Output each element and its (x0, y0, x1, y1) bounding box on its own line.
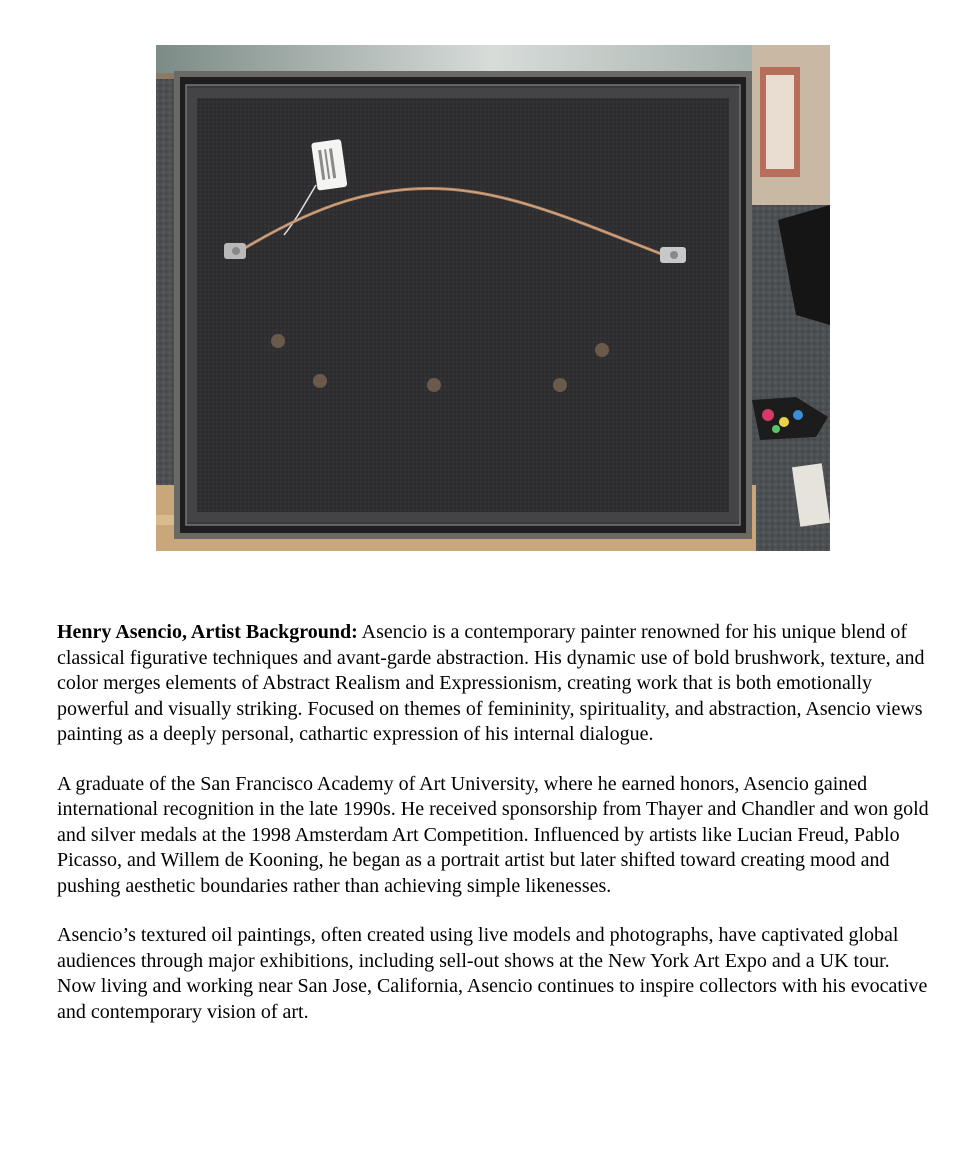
paragraph-body: Asencio’s textured oil paintings, often created using live models and photographs, have captivated global audiences through major exhibitions, including sell-out shows at the New York Art Expo and a UK tour. Now living and working near San Jose, California, Asencio continues to inspire collectors with his evocative and contemporary vision of art. (57, 924, 928, 1023)
paragraph-body: A graduate of the San Francisco Academy of Art University, where he earned honors, Asencio gained international recognition in the late 1990s. He received sponsorship from Thayer and Chandler and won gold and silver medals at the 1998 Amsterdam Art Competition. Influenced by artists like Lucian Freud, Pablo Picasso, and Willem de Kooning, he began as a portrait artist but later shifted toward creating mood and pushing aesthetic boundaries rather than achieving simple likenesses. (57, 772, 929, 897)
paragraph-artist-background (57, 620, 932, 748)
artwork-back-photo (156, 45, 830, 551)
paragraph-heading: Henry Asencio, Artist Background: (57, 621, 358, 643)
artist-background-text (57, 620, 932, 1049)
paragraph-body: Asencio is a contemporary painter renowned for his unique blend of classical figurative techniques and avant-garde abstraction. His dynamic use of bold brushwork, texture, and color merges elements of Abstract Realism and Expressionism, creating work that is both emotionally powerful and visually striking. Focused on themes of femininity, spirituality, and abstraction, Asencio views painting as a deeply personal, cathartic expression of his internal dialogue. (57, 621, 925, 745)
paragraph-exhibitions (57, 923, 932, 1025)
paragraph-education-recognition (57, 772, 932, 900)
